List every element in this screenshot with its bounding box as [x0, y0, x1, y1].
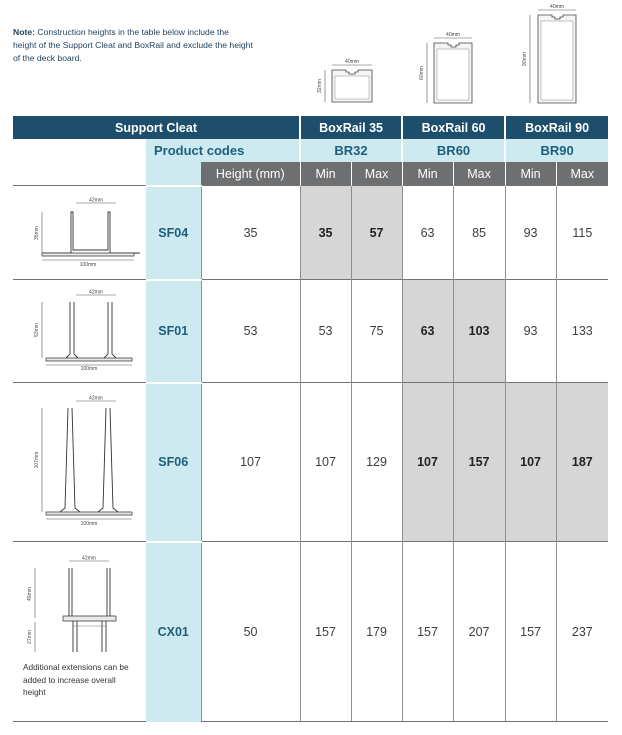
sf06-width-label: 42mm	[88, 395, 103, 401]
sf04-br90-min: 93	[505, 186, 556, 280]
cx01-br90-min: 157	[505, 542, 556, 722]
br35-min-header: Min	[300, 162, 351, 186]
table-row-sf04	[13, 186, 608, 280]
table-row-cx01	[13, 542, 608, 722]
boxrail-90-height-label: 90mm	[522, 52, 528, 66]
sf04-height: 35	[201, 186, 300, 280]
support-cleat-table	[13, 116, 608, 722]
sf01-br90-max: 133	[556, 280, 608, 383]
sf01-br35-min: 53	[300, 280, 351, 383]
cx01-cleat-drawing	[13, 556, 133, 660]
sf04-cleat-drawing	[20, 197, 140, 268]
sf06-height: 107	[201, 383, 300, 542]
sf01-code: SF01	[146, 280, 201, 383]
sf01-height-label: 53mm	[33, 322, 40, 337]
note-text: Construction heights in the table below include the height of the Support Cleat and BoxRail and exclude the height of the deck board.	[13, 27, 253, 63]
boxrail-90-width-label: 40mm	[550, 4, 564, 10]
table-header-row	[13, 116, 608, 139]
sf06-base-label: 100mm	[80, 520, 97, 527]
cx01-br60-max: 207	[453, 542, 505, 722]
sf06-br90-min: 107	[505, 383, 556, 542]
cx01-lower-height-label: 27mm	[27, 630, 33, 644]
sf06-br60-min: 107	[402, 383, 453, 542]
sf06-br90-max: 187	[556, 383, 608, 542]
code-br60: BR60	[402, 139, 505, 162]
construction-note	[13, 26, 253, 65]
boxrail-90-header: BoxRail 90	[505, 116, 608, 139]
sf04-drawing-cell	[13, 186, 146, 280]
boxrail-35-drawing	[315, 58, 375, 106]
boxrail-90-drawing	[518, 2, 580, 106]
sf06-cleat-drawing	[20, 396, 140, 526]
cx01-code: CX01	[146, 542, 201, 722]
sf06-code: SF06	[146, 383, 201, 542]
cx01-height: 50	[201, 542, 300, 722]
boxrail-60-header: BoxRail 60	[402, 116, 505, 139]
header-blank-cell	[13, 139, 146, 186]
sf06-drawing-cell	[13, 383, 146, 542]
cx01-width-label: 42mm	[82, 555, 96, 562]
table-row-sf06	[13, 383, 608, 542]
br90-max-header: Max	[556, 162, 608, 186]
boxrail-60-height-label: 60mm	[419, 66, 425, 80]
br60-max-header: Max	[453, 162, 505, 186]
boxrail-35-width-label: 40mm	[345, 59, 359, 65]
sf04-br90-max: 115	[556, 186, 608, 280]
table-row-sf01	[13, 280, 608, 383]
sf04-br35-min: 35	[300, 186, 351, 280]
br90-min-header: Min	[505, 162, 556, 186]
code-br90: BR90	[505, 139, 608, 162]
cx01-drawing-cell	[13, 542, 146, 722]
cx01-upper-height-label: 49mm	[27, 587, 33, 601]
note-label: Note:	[13, 27, 35, 37]
sf01-br60-min: 63	[402, 280, 453, 383]
product-codes-label: Product codes	[146, 139, 300, 162]
code-column-header	[146, 162, 201, 186]
cx01-br35-max: 179	[351, 542, 402, 722]
sf04-br60-min: 63	[402, 186, 453, 280]
height-header: Height (mm)	[201, 162, 300, 186]
boxrail-35-height-label: 32mm	[317, 79, 323, 93]
sf04-br35-max: 57	[351, 186, 402, 280]
sf04-br60-max: 85	[453, 186, 505, 280]
cx01-br35-min: 157	[300, 542, 351, 722]
sf01-base-label: 100mm	[80, 365, 97, 372]
sf06-br35-max: 129	[351, 383, 402, 542]
cx01-br60-min: 157	[402, 542, 453, 722]
code-br32: BR32	[300, 139, 402, 162]
support-cleat-header: Support Cleat	[13, 116, 300, 139]
sf01-br90-min: 93	[505, 280, 556, 383]
cx01-extension-note: Additional extensions can be added to increase overall height	[23, 662, 129, 697]
product-codes-row	[13, 139, 608, 162]
sf01-width-label: 42mm	[88, 289, 103, 295]
boxrail-35-header: BoxRail 35	[300, 116, 402, 139]
sf06-br35-min: 107	[300, 383, 351, 542]
sf06-br60-max: 157	[453, 383, 505, 542]
br60-min-header: Min	[402, 162, 453, 186]
sf01-br60-max: 103	[453, 280, 505, 383]
sf01-br35-max: 75	[351, 280, 402, 383]
boxrail-60-width-label: 40mm	[446, 32, 460, 38]
boxrail-60-drawing	[416, 31, 476, 106]
sf01-cleat-drawing	[20, 290, 140, 370]
cx01-br90-max: 237	[556, 542, 608, 722]
sf04-height-label: 35mm	[33, 226, 40, 240]
sf06-height-label: 107mm	[33, 451, 40, 468]
sf01-height: 53	[201, 280, 300, 383]
sf04-width-label: 42mm	[88, 197, 103, 204]
sf01-drawing-cell	[13, 280, 146, 383]
sf04-base-label: 100mm	[79, 262, 96, 268]
sf04-code: SF04	[146, 186, 201, 280]
br35-max-header: Max	[351, 162, 402, 186]
